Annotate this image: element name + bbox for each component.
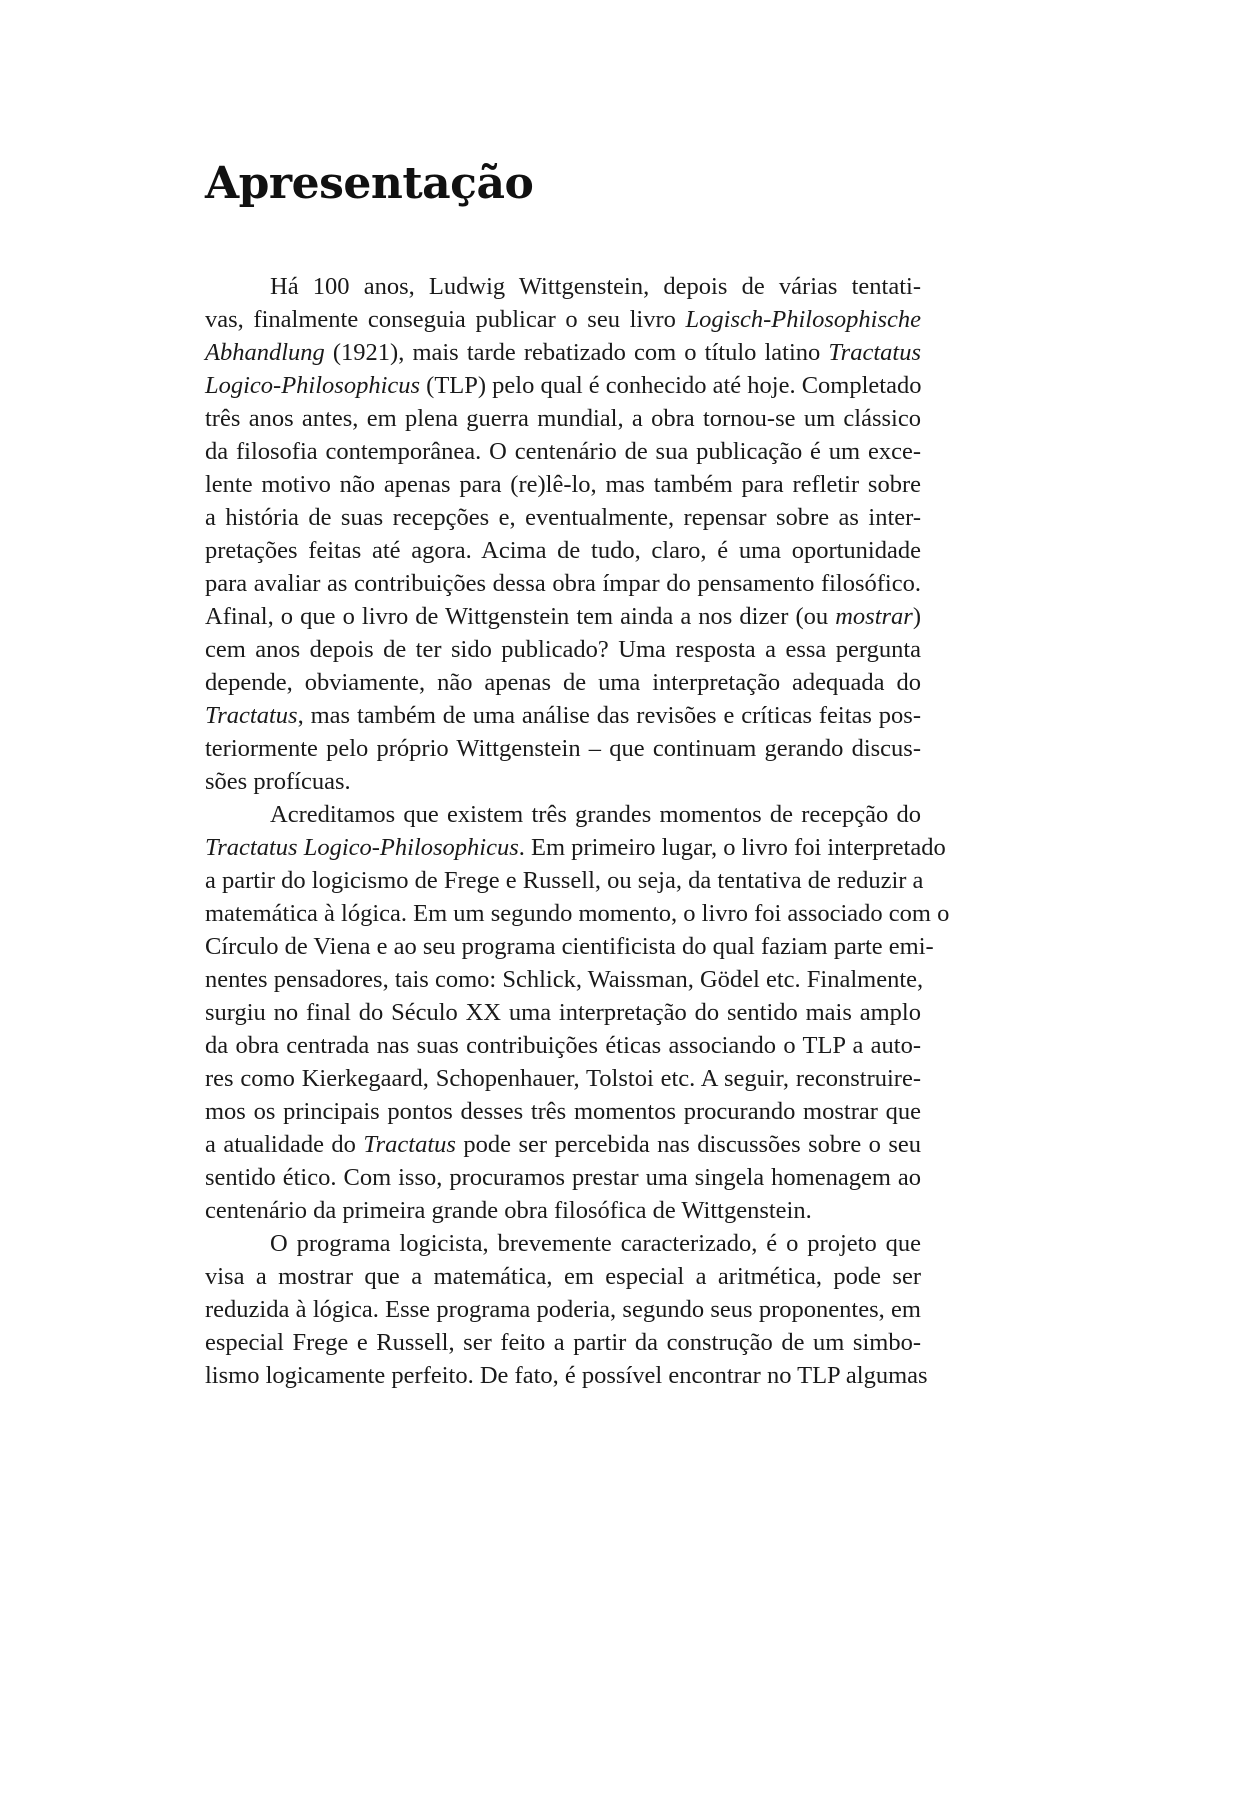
text-line (205, 1161, 921, 1194)
text-line (205, 897, 950, 930)
text-line (205, 336, 921, 369)
text-segment: lismo logicamente perfeito. De fato, é possível encontrar no TLP algumas (205, 1362, 928, 1389)
text-segment: (TLP) pelo qual é conhecido até hoje. Completado (420, 372, 922, 399)
text-line (205, 435, 921, 468)
text-line (205, 468, 921, 501)
text-line (205, 732, 921, 765)
text-segment: a atualidade do (205, 1131, 364, 1158)
italic-text: Tractatus Logico-Philosophicus (205, 834, 519, 861)
text-segment: teriormente pelo próprio Wittgenstein – que continuam gerando discus- (205, 735, 921, 762)
text-line (205, 1062, 921, 1095)
text-segment: surgiu no final do Século XX uma interpretação do sentido mais amplo (205, 999, 921, 1026)
text-segment: . Em primeiro lugar, o livro foi interpretado (518, 834, 946, 861)
text-line (205, 765, 921, 798)
text-segment: lente motivo não apenas para (re)lê-lo, mas também para refletir sobre (205, 471, 921, 498)
text-segment: da obra centrada nas suas contribuições éticas associando o TLP a auto- (205, 1032, 921, 1059)
text-line (205, 1128, 921, 1161)
text-line (205, 633, 921, 666)
text-line (205, 1029, 921, 1062)
text-line (205, 864, 924, 897)
text-line (205, 1227, 921, 1260)
text-line (205, 369, 921, 402)
italic-text: Abhandlung (205, 339, 325, 366)
text-segment: visa a mostrar que a matemática, em especial a aritmética, pode ser (205, 1263, 921, 1290)
text-segment: Acreditamos que existem três grandes momentos de recepção do (270, 801, 921, 828)
text-segment: matemática à lógica. Em um segundo momento, o livro foi associado com o (205, 900, 950, 927)
italic-text: Logico-Philosophicus (205, 372, 421, 399)
text-line (205, 930, 934, 963)
text-segment: reduzida à lógica. Esse programa poderia, segundo seus proponentes, em (205, 1296, 921, 1323)
text-line (205, 798, 921, 831)
italic-text: Logisch-Philosophische (685, 306, 921, 333)
text-line (205, 1260, 921, 1293)
text-segment: nentes pensadores, tais como: Schlick, Waissman, Gödel etc. Finalmente, (205, 966, 924, 993)
italic-text: Tractatus (363, 1131, 456, 1158)
text-line (205, 699, 921, 732)
text-segment: centenário da primeira grande obra filosófica de Wittgenstein. (205, 1197, 812, 1224)
italic-text: Tractatus (205, 702, 298, 729)
text-segment: O programa logicista, brevemente caracterizado, é o projeto que (270, 1230, 921, 1257)
text-segment: três anos antes, em plena guerra mundial, a obra tornou-se um clássico (205, 405, 921, 432)
text-segment: cem anos depois de ter sido publicado? Uma resposta a essa pergunta (205, 636, 921, 663)
text-line (205, 501, 921, 534)
text-segment: especial Frege e Russell, ser feito a partir da construção de um simbo- (205, 1329, 921, 1356)
text-line (205, 1293, 921, 1326)
text-line (205, 270, 921, 303)
text-segment: sões profícuas. (205, 768, 351, 795)
text-segment: para avaliar as contribuições dessa obra ímpar do pensamento filosófico. (205, 570, 921, 597)
italic-text: Tractatus (828, 339, 921, 366)
body-text (205, 270, 950, 1392)
text-segment: pretações feitas até agora. Acima de tudo, claro, é uma oportunidade (205, 537, 921, 564)
text-segment: Há 100 anos, Ludwig Wittgenstein, depois de várias tentati- (270, 273, 921, 300)
chapter-title: Apresentação (205, 158, 534, 209)
text-segment: da filosofia contemporânea. O centenário de sua publicação é um exce- (205, 438, 921, 465)
text-segment: , mas também de uma análise das revisões e críticas feitas pos- (297, 702, 921, 729)
text-line (205, 963, 924, 996)
text-segment: pode ser percebida nas discussões sobre o seu (455, 1131, 921, 1158)
text-segment: Afinal, o que o livro de Wittgenstein tem ainda a nos dizer (ou (205, 603, 836, 630)
text-line (205, 1359, 928, 1392)
text-segment: (1921), mais tarde rebatizado com o título latino (324, 339, 829, 366)
text-line (205, 1326, 921, 1359)
text-segment: depende, obviamente, não apenas de uma interpretação adequada do (205, 669, 921, 696)
text-line (205, 402, 921, 435)
text-line (205, 666, 921, 699)
text-segment: sentido ético. Com isso, procuramos prestar uma singela homenagem ao (205, 1164, 921, 1191)
text-segment: mos os principais pontos desses três momentos procurando mostrar que (205, 1098, 921, 1125)
text-line (205, 534, 921, 567)
text-line (205, 600, 921, 633)
text-line (205, 567, 921, 600)
text-segment: a partir do logicismo de Frege e Russell, ou seja, da tentativa de reduzir a (205, 867, 924, 894)
italic-text: mostrar (835, 603, 913, 630)
text-segment: Círculo de Viena e ao seu programa cientificista do qual faziam parte emi- (205, 933, 934, 960)
text-segment: vas, finalmente conseguia publicar o seu livro (205, 306, 686, 333)
text-line (205, 831, 946, 864)
text-line (205, 1095, 921, 1128)
text-line (205, 996, 921, 1029)
text-segment: res como Kierkegaard, Schopenhauer, Tolstoi etc. A seguir, reconstruire- (205, 1065, 921, 1092)
text-segment: a história de suas recepções e, eventualmente, repensar sobre as inter- (205, 504, 921, 531)
text-line (205, 303, 921, 336)
text-line (205, 1194, 921, 1227)
text-segment: ) (912, 603, 921, 630)
